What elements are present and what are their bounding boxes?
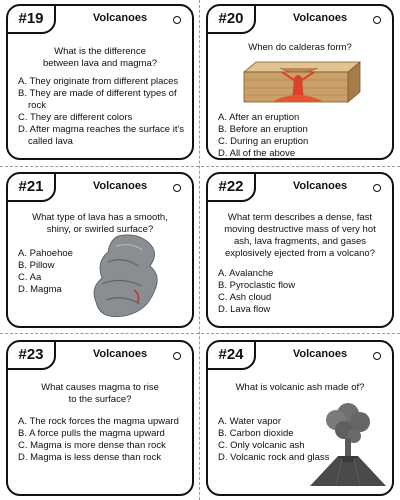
answer-choice-a: A. Pahoehoe (18, 248, 73, 259)
card-question: What is the difference between lava and magma? (42, 46, 158, 69)
card-header (208, 342, 392, 372)
horizontal-cut-line (0, 333, 400, 334)
answer-choice-c: C. Magma is more dense than rock (18, 440, 166, 451)
answer-choice-a: A. They originate from different places (18, 76, 179, 87)
answer-choice-b: B. Pyroclastic flow (218, 280, 296, 291)
pahoehoe-lava-icon (88, 232, 168, 322)
answer-choice-b: B. Pillow (18, 260, 55, 271)
card-header (8, 342, 192, 372)
card-header (208, 6, 392, 36)
caldera-diagram-icon (236, 58, 366, 106)
answer-choice-a: A. The rock forces the magma upward (18, 416, 179, 427)
punch-hole-icon (373, 16, 381, 24)
card-question: What causes magma to rise to the surface? (41, 382, 159, 405)
task-card-22 (206, 172, 394, 328)
answer-choices (218, 268, 386, 316)
answer-choice-d: D. Volcanic rock and glass (218, 452, 330, 463)
answer-choice-d: D. Magma (18, 284, 62, 295)
answer-choice-d: D. Lava flow (218, 304, 271, 315)
card-topic: Volcanoes (292, 180, 348, 192)
card-topic: Volcanoes (92, 12, 148, 24)
task-card-24 (206, 340, 394, 496)
card-question: When do calderas form? (248, 42, 352, 53)
card-topic: Volcanoes (292, 12, 348, 24)
card-topic: Volcanoes (92, 180, 148, 192)
horizontal-cut-line (0, 166, 400, 167)
answer-choice-b: B. Before an eruption (218, 124, 308, 135)
answer-choice-d: D. Magma is less dense than rock (18, 452, 162, 463)
card-question: What is volcanic ash made of? (235, 382, 365, 393)
card-number: #23 (6, 340, 56, 370)
answer-choice-c: C. Ash cloud (218, 292, 272, 303)
answer-choice-d: D. All of the above (218, 148, 296, 159)
answer-choice-c: C. Only volcanic ash (218, 440, 305, 451)
answer-choice-a: A. Water vapor (218, 416, 282, 427)
punch-hole-icon (373, 184, 381, 192)
answer-choice-c: C. Aa (18, 272, 42, 283)
answer-choices (18, 76, 186, 148)
card-number: #19 (6, 4, 56, 34)
task-card-23 (6, 340, 194, 496)
answer-choice-a: A. After an eruption (218, 112, 300, 123)
answer-choice-a: A. Avalanche (218, 268, 274, 279)
card-number: #20 (206, 4, 256, 34)
card-number: #22 (206, 172, 256, 202)
card-number: #21 (6, 172, 56, 202)
task-card-20 (206, 4, 394, 160)
card-header (8, 174, 192, 204)
answer-choices (18, 416, 186, 464)
card-number: #24 (206, 340, 256, 370)
answer-choice-b: B. They are made of different types of rock (18, 88, 177, 111)
answer-choice-b: B. A force pulls the magma upward (18, 428, 165, 439)
task-card-21 (6, 172, 194, 328)
card-topic: Volcanoes (292, 348, 348, 360)
answer-choices (218, 112, 386, 160)
punch-hole-icon (173, 352, 181, 360)
answer-choice-c: C. They are different colors (18, 112, 133, 123)
answer-choices (218, 416, 386, 464)
card-header (208, 174, 392, 204)
card-header (8, 6, 192, 36)
card-topic: Volcanoes (92, 348, 148, 360)
punch-hole-icon (373, 352, 381, 360)
card-question: What term describes a dense, fast moving destructive mass of very hot ash, lava fragments, and gases explosively ejected from a volcano? (224, 212, 376, 259)
answer-choice-b: B. Carbon dioxide (218, 428, 294, 439)
answer-choice-c: C. During an eruption (218, 136, 309, 147)
answer-choice-d: D. After magma reaches the surface it's called lava (18, 124, 185, 147)
punch-hole-icon (173, 16, 181, 24)
vertical-cut-line (199, 0, 200, 500)
card-question: What type of lava has a smooth, shiny, or swirled surface? (32, 212, 168, 235)
punch-hole-icon (173, 184, 181, 192)
task-card-19 (6, 4, 194, 160)
